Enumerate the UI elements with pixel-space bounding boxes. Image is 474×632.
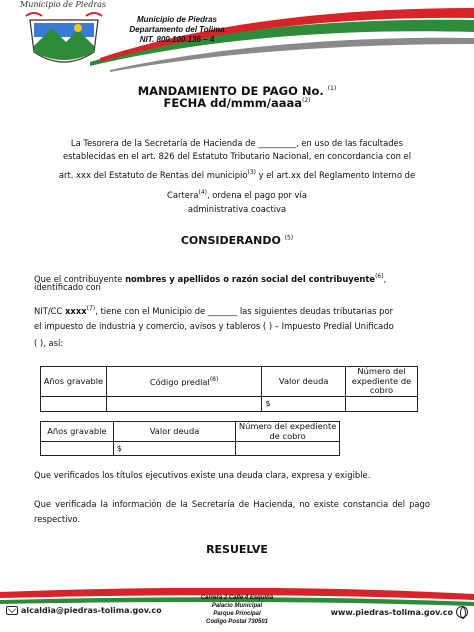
title-footnote: (1): [327, 85, 337, 93]
email-text[interactable]: alcaldia@piedras-tolima.gov.co: [21, 606, 162, 615]
col-debt-value: Valor deuda: [262, 367, 346, 397]
nit-number: NIT. 800.100.136 – 4: [139, 35, 215, 44]
intro-line-4: [30, 187, 444, 201]
intro-line-3-a: art. xxx del Estatuto de Rentas del municipio: [58, 169, 248, 180]
nit-suffix: , tiene con el Municipio de _______ las siguientes deudas tributarias por: [95, 305, 394, 316]
col-years: Años gravable: [41, 367, 107, 397]
cell-value[interactable]: $: [113, 442, 235, 456]
cell-value[interactable]: $: [262, 396, 346, 411]
department-name: Departamento del Tolima: [129, 25, 225, 34]
intro-line-3-b: y el art.xx del Reglamento Interno de: [256, 169, 416, 180]
municipality-heading: [112, 15, 242, 45]
mail-icon: [6, 606, 18, 615]
col-file-number: Número del expediente de cobro: [236, 422, 340, 442]
date-footnote: (2): [302, 97, 311, 105]
intro-footnote-4: (4): [198, 189, 207, 196]
municipality-name: Municipio de Piedras: [136, 15, 217, 24]
col-code-footnote: (8): [209, 376, 219, 384]
cell-file[interactable]: [346, 396, 418, 411]
nit-footnote: (7): [86, 305, 96, 312]
postal-code: Código Postal 730501: [205, 619, 269, 625]
table-header-row: [41, 367, 418, 397]
address-line-3: Parque Principal: [213, 611, 261, 617]
nit-prefix: NIT/CC: [34, 305, 66, 316]
debts-table-ica: [40, 421, 340, 456]
address-line-1: Carrera 2 Calle 4 Esquina: [200, 595, 274, 601]
cell-years[interactable]: [41, 396, 107, 411]
logo-script-text: Municipio de Piedras: [20, 0, 107, 9]
website-text[interactable]: www.piedras-tolima.gov.co: [330, 607, 453, 617]
considerando-footnote: (5): [284, 234, 294, 242]
resuelve-heading: RESUELVE: [206, 543, 268, 556]
cell-code[interactable]: [106, 396, 261, 411]
contributor-footnote: (6): [375, 273, 384, 280]
table-row: [41, 442, 340, 456]
intro-footnote-3: (3): [247, 169, 257, 176]
document-date: [0, 96, 474, 110]
intro-line-4-b: , ordena el pago por vía: [206, 189, 307, 200]
cell-file[interactable]: [236, 442, 340, 456]
col-cadastral-code: [106, 367, 261, 397]
col-debt-value: Valor deuda: [113, 422, 235, 442]
tax-line-end: ( ), así:: [34, 338, 64, 348]
letterhead: [0, 0, 474, 80]
cell-years[interactable]: [41, 442, 114, 456]
address-line-2: Palacio Municipal: [211, 603, 263, 609]
debts-table-property: [40, 366, 418, 412]
verified-paragraph: Que verificados los títulos ejecutivos existe una deuda clara, expresa y exigible.: [34, 470, 371, 480]
footer-address: [170, 594, 304, 626]
footer-email[interactable]: [6, 606, 162, 615]
identified-line: identificado con: [34, 282, 101, 292]
globe-icon: [456, 606, 468, 618]
footer-website[interactable]: [331, 606, 468, 618]
intro-line-2: establecidas en el art. 826 del Estatuto Tributario Nacional, en concordancia con el: [62, 151, 412, 161]
tax-line: el impuesto de industria y comercio, avisos y tableros ( ) – Impuesto Predial Unificado: [34, 321, 394, 331]
intro-line-1: La Tesorera de la Secretaría de Hacienda de _________, en uso de las facultades: [70, 138, 404, 148]
contributor-prefix: Que el contribuyente: [34, 273, 126, 284]
considerando-label: CONSIDERANDO: [180, 234, 281, 247]
intro-line-4-a: Cartera: [167, 189, 199, 200]
table-header-row: [41, 422, 340, 442]
contributor-suffix: ,: [383, 273, 387, 284]
municipality-logo: [22, 6, 106, 72]
table-row: [41, 396, 418, 411]
col-file-number: Número del expediente de cobro: [346, 367, 418, 397]
col-years: Años gravable: [41, 422, 114, 442]
payment-paragraph: Que verificada la información de la Secretaría de Hacienda, no existe constancia del pago respectivo.: [34, 499, 430, 524]
title-text: MANDAMIENTO DE PAGO No.: [137, 84, 324, 98]
intro-line-3: [30, 167, 444, 181]
nit-value: xxxx: [65, 305, 87, 316]
col-code-label: Código predial: [149, 376, 210, 387]
date-text: FECHA dd/mmm/aaaa: [163, 96, 303, 110]
considerando-heading: [0, 234, 474, 247]
nit-line: [34, 303, 430, 317]
contributor-name: nombres y apellidos o razón social del contribuyente: [125, 273, 376, 284]
intro-line-5: administrativa coactiva: [187, 204, 287, 214]
